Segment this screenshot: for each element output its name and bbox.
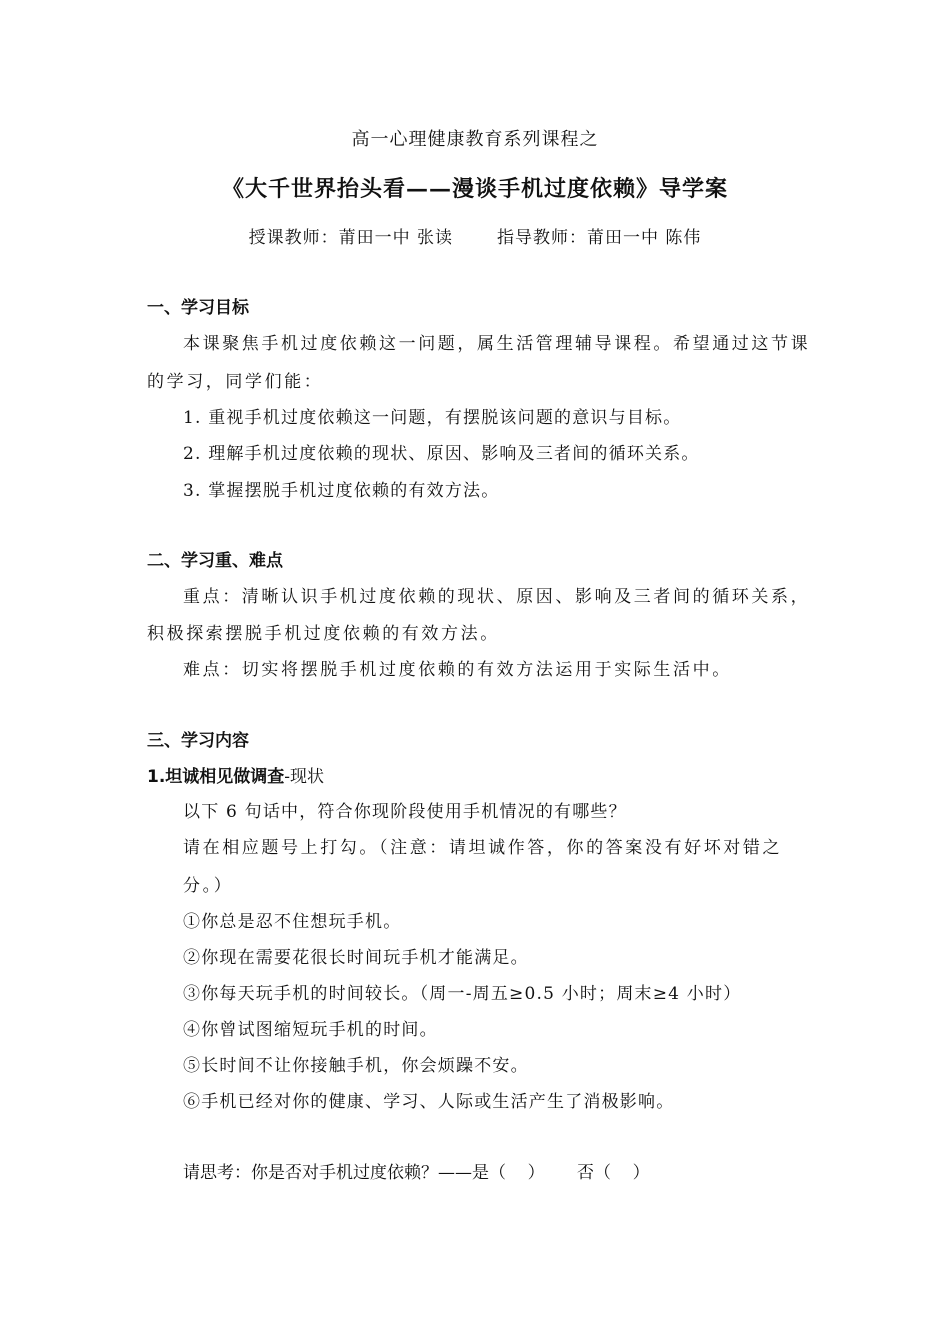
teacher-name: 授课教师：莆田一中 张读	[248, 228, 453, 248]
survey-item-2: ②你现在需要花很长时间玩手机才能满足。	[183, 948, 529, 968]
goals-intro-line-1: 本课聚焦手机过度依赖这一问题，属生活管理辅导课程。希望通过这节课	[183, 334, 811, 354]
survey-question-intro: 以下 6 句话中，符合你现阶段使用手机情况的有哪些？	[183, 802, 627, 822]
goal-item-2: 2. 理解手机过度依赖的现状、原因、影响及三者间的循环关系。	[183, 444, 700, 464]
goal-item-3: 3. 掌握摆脱手机过度依赖的有效方法。	[183, 481, 500, 501]
survey-item-5: ⑤长时间不让你接触手机，你会烦躁不安。	[183, 1056, 529, 1076]
section-heading-content: 三、学习内容	[147, 731, 249, 751]
teacher-info	[0, 228, 950, 248]
key-point-line-1: 重点：清晰认识手机过度依赖的现状、原因、影响及三者间的循环关系，	[183, 587, 811, 607]
subsection-survey-title: 1.坦诚相见做调查	[147, 767, 285, 787]
section-heading-goals: 一、学习目标	[147, 298, 249, 318]
goal-item-1: 1. 重视手机过度依赖这一问题，有摆脱该问题的意识与目标。	[183, 408, 682, 428]
subsection-survey-suffix: -现状	[284, 767, 325, 787]
reflection-question: 请思考：你是否对手机过度依赖？——是（ ） 否（ ）	[183, 1163, 650, 1183]
subsection-survey-heading	[147, 767, 324, 787]
course-series-subtitle: 高一心理健康教育系列课程之	[351, 129, 599, 150]
difficulty-line: 难点：切实将摆脱手机过度依赖的有效方法运用于实际生活中。	[183, 660, 732, 680]
survey-item-3: ③你每天玩手机的时间较长。（周一-周五≥0.5 小时；周末≥4 小时）	[183, 984, 742, 1004]
advisor-name: 指导教师：莆田一中 陈伟	[497, 228, 702, 248]
key-point-line-2: 积极探索摆脱手机过度依赖的有效方法。	[147, 624, 500, 644]
survey-item-6: ⑥手机已经对你的健康、学习、人际或生活产生了消极影响。	[183, 1092, 675, 1112]
section-heading-key-points: 二、学习重、难点	[147, 551, 283, 571]
survey-instruction-line-2: 分。）	[183, 876, 234, 896]
survey-item-4: ④你曾试图缩短玩手机的时间。	[183, 1020, 438, 1040]
survey-item-1: ①你总是忍不住想玩手机。	[183, 912, 402, 932]
survey-instruction-line-1: 请在相应题号上打勾。（注意：请坦诚作答，你的答案没有好坏对错之	[183, 838, 783, 858]
document-title: 《大千世界抬头看——漫谈手机过度依赖》导学案	[221, 176, 728, 202]
goals-intro-line-2: 的学习，同学们能：	[147, 372, 324, 392]
